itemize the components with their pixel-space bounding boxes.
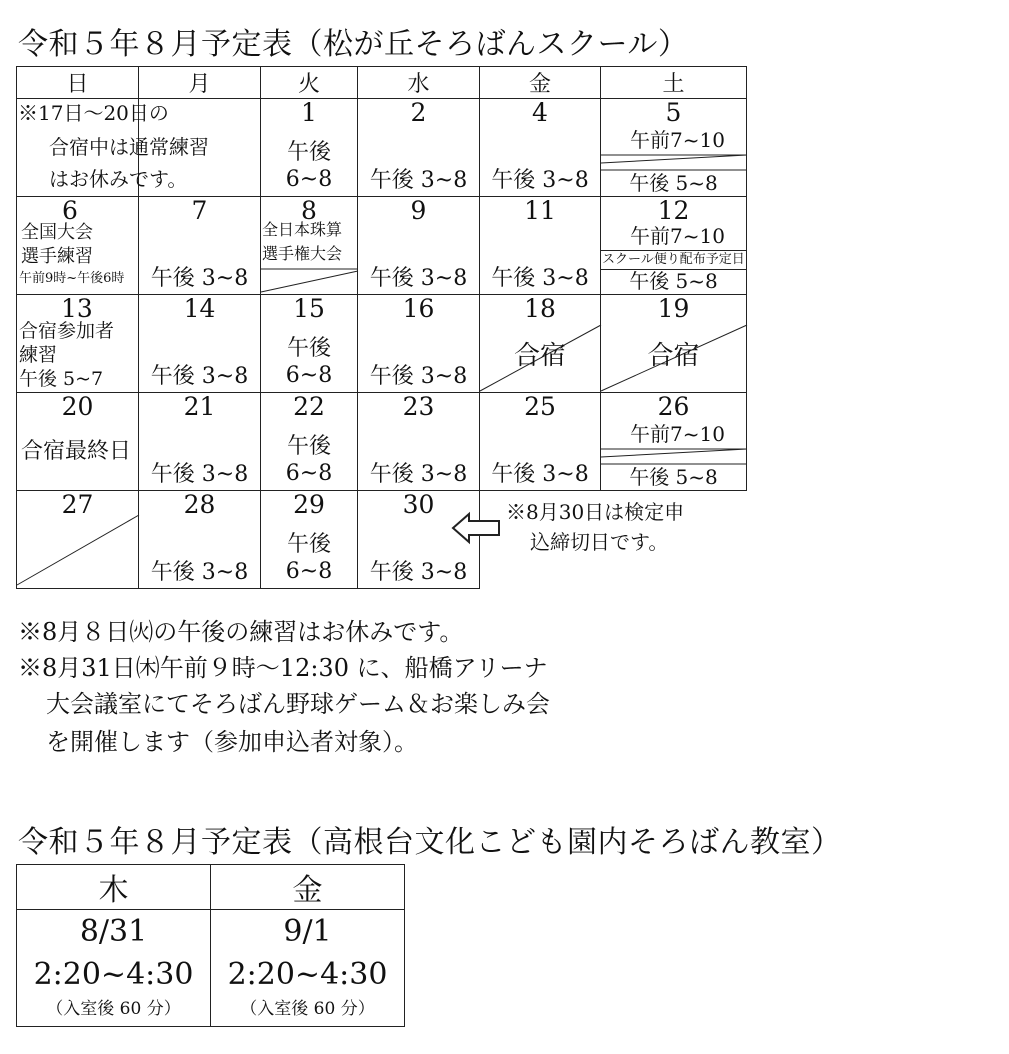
calendar-cell-day-22 — [261, 393, 358, 491]
footer-note-line: ※8月８日㈫の午後の練習はお休みです。 — [18, 618, 464, 646]
day-number: 16 — [402, 294, 435, 323]
camp-label: 合宿 — [513, 341, 566, 371]
weekday-tue: 火 — [261, 67, 358, 99]
calendar-cell-day-23 — [358, 393, 480, 491]
calendar-cell-day-21 — [139, 393, 261, 491]
calendar-cell-day-2 — [358, 99, 480, 197]
left-arrow-icon — [451, 512, 503, 544]
day-number: 6 — [62, 196, 78, 225]
evening-session: 午後 5~8 — [629, 269, 718, 293]
event-line: 合宿参加者 — [19, 320, 115, 342]
day-number: 8 — [301, 196, 317, 225]
session-time: 2:20~4:30 — [33, 957, 194, 992]
calendar-cell-day-6 — [17, 197, 139, 295]
session-time: 午後 3~8 — [150, 266, 249, 291]
calendar-cell-day-29 — [261, 491, 358, 589]
calendar-cell-day-1 — [261, 99, 358, 197]
schedule-title-takanedai: 令和５年８月予定表（高根台文化こども園内そろばん教室） — [18, 825, 842, 860]
day-number: 22 — [293, 392, 325, 421]
session-time: 午後 3~8 — [369, 364, 468, 389]
camp-notice-line: はお休みです。 — [49, 167, 188, 191]
takanedai-schedule-table — [16, 864, 405, 1027]
session-label: 午後 — [286, 336, 331, 361]
morning-session: 午前7~10 — [630, 128, 725, 152]
day-number: 26 — [657, 392, 690, 421]
session-time: 午後 3~8 — [369, 462, 468, 487]
calendar-cell-day-18 — [480, 295, 601, 393]
newsletter-notice: スクール便り配布予定日 — [602, 252, 745, 267]
camp-notice-line: ※17日〜20日の — [18, 101, 169, 125]
calendar-cell-day-11 — [480, 197, 601, 295]
day-number: 21 — [183, 392, 216, 421]
calendar-week-row — [17, 295, 747, 393]
calendar-cell-day-15 — [261, 295, 358, 393]
morning-session: 午前7~10 — [630, 224, 725, 248]
calendar-cell-day-14 — [139, 295, 261, 393]
day-number: 28 — [183, 490, 216, 519]
event-line: 全国大会 — [21, 222, 93, 243]
evening-session: 午後 5~8 — [629, 465, 718, 489]
session-time: 午後 3~8 — [150, 364, 249, 389]
session-time: 6~8 — [285, 167, 333, 192]
calendar-cell-day-4 — [480, 99, 601, 197]
calendar-cell-note — [17, 99, 209, 197]
calendar-week-row — [17, 197, 747, 295]
session-time: 午後 3~8 — [491, 462, 589, 487]
day-number: 27 — [61, 490, 94, 519]
calendar-cell-day-16 — [358, 295, 480, 393]
day-number: 18 — [524, 294, 556, 323]
event-time: 午後 5~7 — [19, 368, 104, 390]
session-time: 午後 3~8 — [369, 168, 468, 193]
session-cell — [211, 910, 405, 1027]
session-row — [17, 910, 405, 1027]
day-number: 5 — [665, 98, 682, 127]
calendar-cell-day-9 — [358, 197, 480, 295]
session-date: 9/1 — [283, 914, 332, 949]
camp-notice-line: 合宿中は通常練習 — [49, 135, 209, 159]
weekday-thu: 木 — [17, 865, 211, 910]
schedule-title-matsugaoka: 令和５年８月予定表（松が丘そろばんスクール） — [18, 27, 689, 62]
day-number: 13 — [61, 294, 93, 323]
no-class-slash — [261, 197, 358, 294]
footer-note-line: を開催します（参加申込者対象）。 — [46, 728, 418, 756]
session-time: 午後 3~8 — [369, 560, 468, 585]
day-number: 11 — [524, 196, 556, 225]
weekday-header-row — [17, 67, 747, 99]
day-number: 30 — [402, 490, 435, 519]
session-time: 午後 3~8 — [369, 266, 468, 291]
session-cell — [17, 910, 211, 1027]
weekday-header-row — [17, 865, 405, 910]
day-number: 1 — [301, 98, 317, 127]
camp-last-day-label: 合宿最終日 — [21, 439, 132, 464]
weekday-sat: 土 — [601, 67, 747, 99]
calendar-cell-day-28 — [139, 491, 261, 589]
session-label: 午後 — [286, 140, 331, 165]
calendar-cell-day-8 — [261, 197, 358, 295]
session-time: 2:20~4:30 — [227, 957, 388, 992]
evening-session: 午後 5~8 — [629, 171, 718, 195]
session-time: 午後 3~8 — [150, 462, 249, 487]
deadline-note-line: ※8月30日は検定申 — [506, 500, 685, 524]
calendar-week-row — [17, 393, 747, 491]
session-time: 午後 3~8 — [491, 168, 589, 193]
session-label: 午後 — [286, 532, 331, 557]
session-time: 6~8 — [285, 363, 333, 388]
day-number: 12 — [657, 196, 690, 225]
calendar-cell-day-25 — [480, 393, 601, 491]
day-number: 20 — [61, 392, 94, 421]
event-line: 選手権大会 — [262, 244, 343, 263]
footer-note-line: 大会議室にてそろばん野球ゲーム＆お楽しみ会 — [46, 690, 550, 718]
calendar-cell-day-12 — [601, 197, 747, 295]
event-line: 練習 — [19, 344, 58, 366]
session-time: 6~8 — [285, 559, 333, 584]
day-number: 15 — [293, 294, 325, 323]
weekday-wed: 水 — [358, 67, 480, 99]
calendar-cell-day-20 — [17, 393, 139, 491]
calendar-cell-day-13 — [17, 295, 139, 393]
calendar-week-row — [17, 99, 747, 197]
session-time: 6~8 — [285, 461, 333, 486]
session-label: 午後 — [286, 434, 331, 459]
day-number: 14 — [183, 294, 216, 323]
session-time: 午後 3~8 — [491, 266, 589, 291]
calendar-cell-day-27 — [17, 491, 139, 589]
session-time: 午後 3~8 — [150, 560, 249, 585]
session-date: 8/31 — [79, 914, 148, 949]
session-duration-note: （入室後 60 分） — [240, 999, 375, 1019]
footer-note-line: ※8月31日㈭午前９時〜12:30 に、船橋アリーナ — [18, 654, 548, 682]
day-number: 25 — [524, 392, 556, 421]
weekday-fri: 金 — [480, 67, 601, 99]
session-duration-note: （入室後 60 分） — [46, 999, 181, 1019]
weekday-mon: 月 — [139, 67, 261, 99]
weekday-fri: 金 — [211, 865, 405, 910]
event-line: 選手練習 — [21, 246, 93, 267]
day-number: 29 — [293, 490, 325, 519]
day-number: 4 — [532, 98, 548, 127]
calendar-cell-day-7 — [139, 197, 261, 295]
calendar-cell-empty — [139, 99, 261, 197]
calendar-cell-day-26 — [601, 393, 747, 491]
camp-label: 合宿 — [647, 341, 700, 371]
weekday-sun: 日 — [17, 67, 139, 99]
calendar-cell-day-19 — [601, 295, 747, 393]
day-number: 2 — [410, 98, 427, 127]
day-number: 19 — [657, 294, 690, 323]
divider-line — [601, 250, 746, 251]
day-number: 23 — [402, 392, 435, 421]
calendar-cell-day-5 — [601, 99, 747, 197]
no-class-slash — [17, 491, 139, 588]
event-line: 全日本珠算 — [262, 220, 343, 239]
day-number: 9 — [410, 196, 427, 225]
deadline-note-line: 込締切日です。 — [530, 530, 669, 554]
morning-session: 午前7~10 — [630, 422, 725, 446]
day-number: 7 — [191, 196, 208, 225]
event-time: 午前9時~午後6時 — [19, 271, 125, 286]
